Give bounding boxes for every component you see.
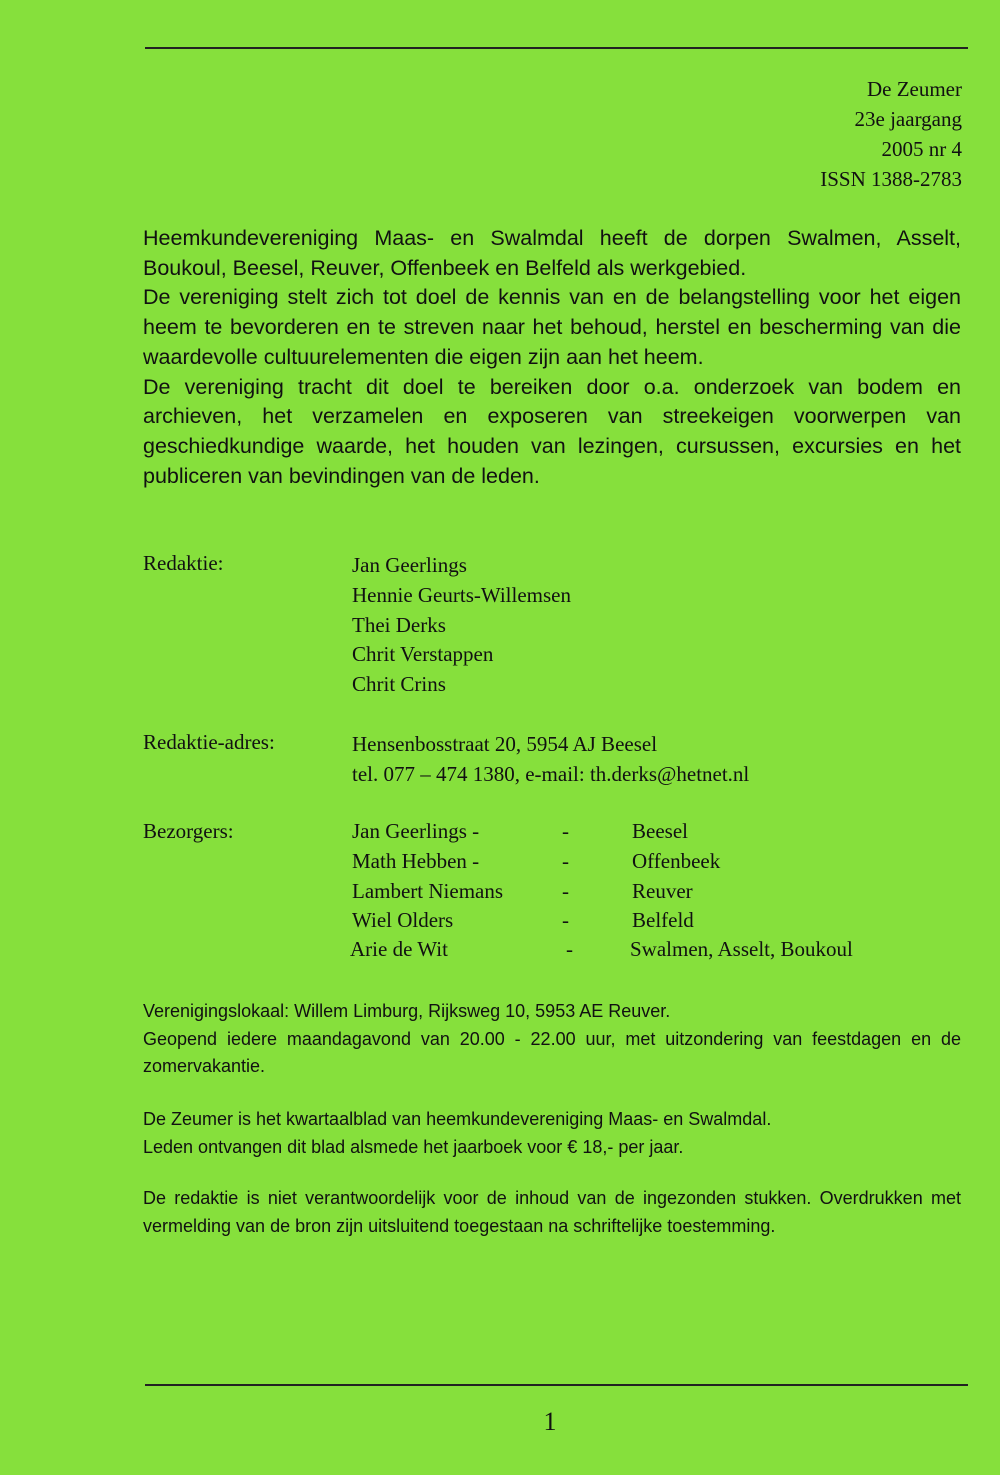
- top-rule: [145, 47, 968, 49]
- bezorger-row: [0, 819, 1000, 849]
- intro-paragraph-1: Heemkundevereniging Maas- en Swalmdal heeft de dorpen Swalmen, Asselt, Boukoul, Beesel, Reuver, Offenbeek en Belfeld als werkgebied.: [143, 226, 961, 280]
- bezorger-place: Swalmen, Asselt, Boukoul: [630, 937, 853, 961]
- bezorger-dash: -: [562, 849, 569, 873]
- bezorger-row: [0, 879, 1000, 909]
- masthead: [820, 74, 962, 194]
- bezorger-dash: -: [562, 819, 569, 843]
- adres-label: Redaktie-adres:: [143, 730, 275, 754]
- bezorger-place: Beesel: [632, 819, 688, 843]
- bezorger-row: [0, 849, 1000, 879]
- intro-paragraph-3: De vereniging tracht dit doel te bereiken door o.a. onderzoek van bodem en archieven, het verzamelen en exposeren van streekeigen voorwerpen van geschiedkundige waarde, het houden van lezingen, cursussen, excursies en het publiceren van bevindingen van de leden.: [143, 374, 961, 488]
- publication-title: De Zeumer: [866, 77, 962, 101]
- bezorger-place: Offenbeek: [632, 849, 721, 873]
- bezorger-name: Jan Geerlings -: [352, 819, 480, 843]
- bezorger-place: Belfeld: [632, 908, 694, 932]
- intro-paragraph-2: De vereniging stelt zich tot doel de kennis van en de belangstelling voor het eigen heem te bevorderen en te streven naar het behoud, herstel en bescherming van die waardevolle cultuurelementen die eigen zijn aan het heem.: [143, 285, 961, 369]
- redaktie-label: Redaktie:: [143, 551, 224, 575]
- redaktie-names: [352, 551, 571, 700]
- bezorger-row: [0, 937, 1000, 967]
- disclaimer-block: [143, 1185, 961, 1240]
- redaktie-member: Jan Geerlings: [352, 553, 467, 577]
- bezorger-dash: -: [562, 879, 569, 903]
- disclaimer-text: De redaktie is niet verantwoordelijk voor de inhoud van de ingezonden stukken. Overdrukken met vermelding van de bron zijn uitsluitend toegestaan na schriftelijke toestemming.: [143, 1188, 961, 1236]
- adres-street: Hensenbosstraat 20, 5954 AJ Beesel: [352, 732, 658, 756]
- blad-block: [143, 1106, 961, 1161]
- redaktie-member: Hennie Geurts-Willemsen: [352, 582, 572, 607]
- bezorger-dash: -: [566, 937, 573, 961]
- bezorger-place: Reuver: [632, 879, 693, 903]
- bezorger-name: Arie de Wit: [350, 937, 448, 961]
- adres-contact: tel. 077 – 474 1380, e-mail: th.derks@hetnet.nl: [352, 761, 750, 786]
- issn: ISSN 1388-2783: [820, 167, 962, 191]
- bezorger-row: [0, 908, 1000, 938]
- bezorgers-label: Bezorgers:: [143, 819, 234, 843]
- bezorger-name: Lambert Niemans: [352, 879, 504, 903]
- intro-text: [143, 224, 961, 491]
- blad-membership: Leden ontvangen dit blad alsmede het jaarboek voor € 18,- per jaar.: [143, 1136, 684, 1157]
- redaktie-member: Chrit Crins: [352, 672, 446, 697]
- issue: 2005 nr 4: [881, 137, 962, 161]
- redaktie-member: Thei Derks: [352, 612, 446, 637]
- lokaal-address: Verenigingslokaal: Willem Limburg, Rijksweg 10, 5953 AE Reuver.: [143, 1001, 671, 1021]
- volume: 23e jaargang: [854, 107, 962, 131]
- bezorger-name: Math Hebben -: [352, 849, 480, 873]
- lokaal-block: [143, 998, 961, 1081]
- blad-description: De Zeumer is het kwartaalblad van heemkundevereniging Maas- en Swalmdal.: [143, 1109, 772, 1129]
- bezorger-dash: -: [562, 908, 569, 932]
- bottom-rule: [145, 1384, 968, 1386]
- lokaal-hours: Geopend iedere maandagavond van 20.00 - 22.00 uur, met uitzondering van feestdagen en de zomervakantie.: [143, 1028, 961, 1076]
- adres-block: [352, 730, 749, 790]
- page-number: 1: [543, 1407, 557, 1436]
- bezorger-name: Wiel Olders: [352, 908, 454, 932]
- redaktie-member: Chrit Verstappen: [352, 642, 494, 667]
